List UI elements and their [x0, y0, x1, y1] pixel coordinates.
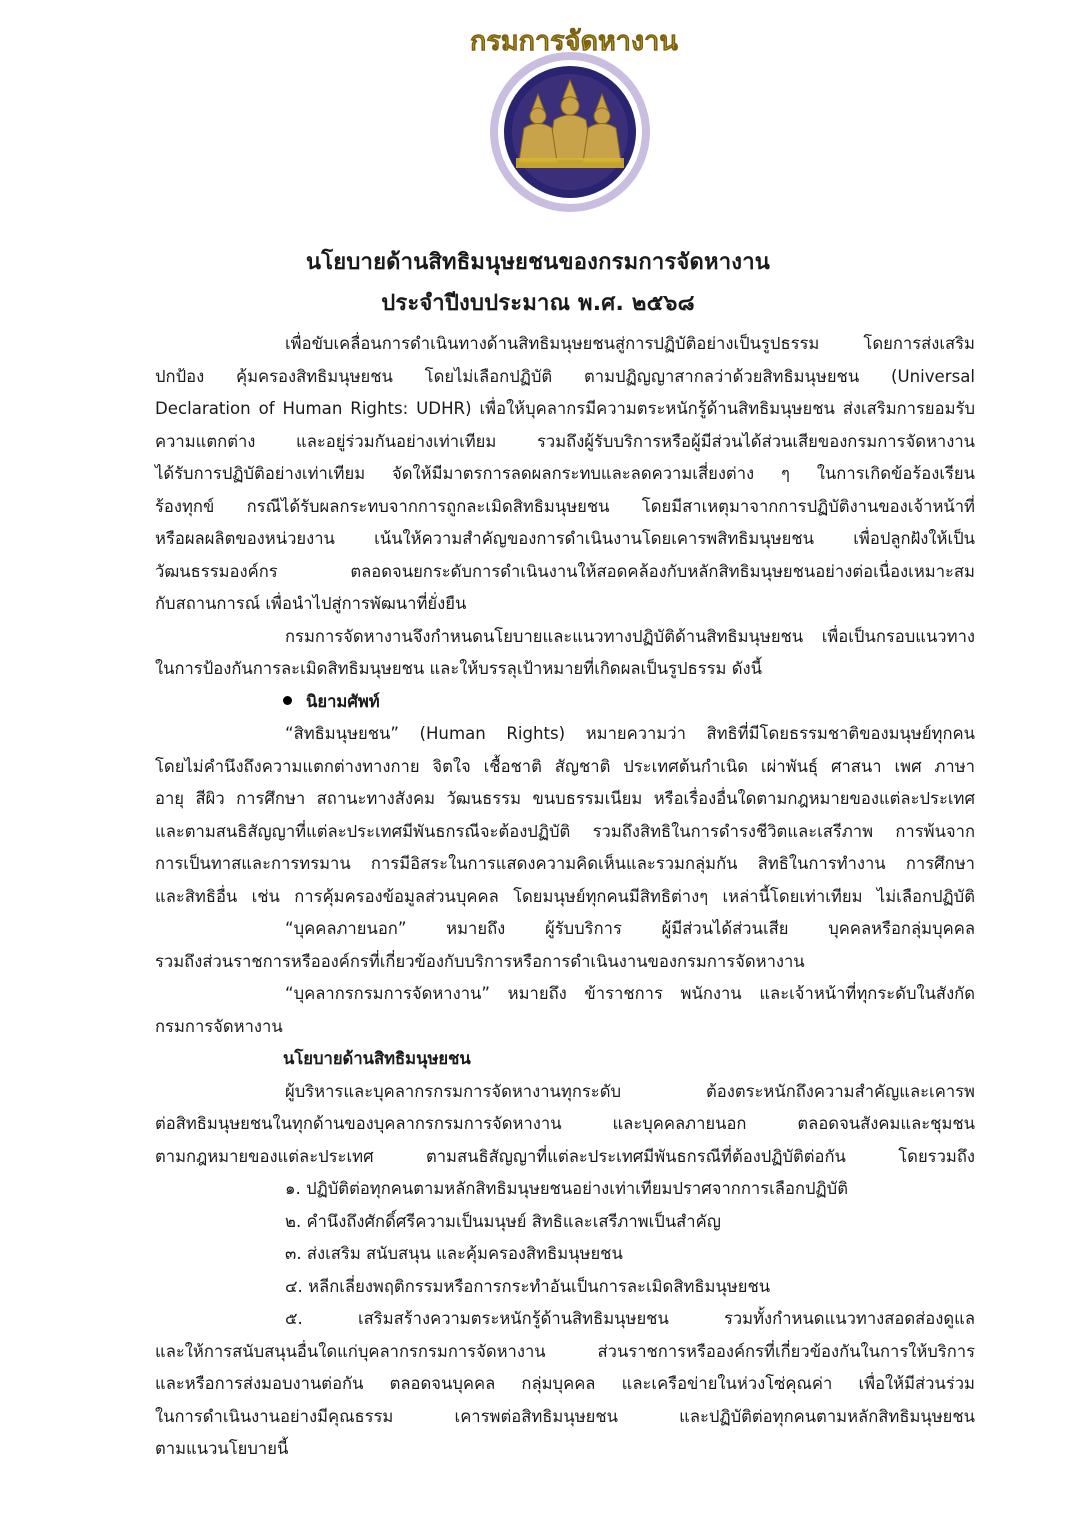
policy-item5-line: ๕. เสริมสร้างความตระหนักรู้ด้านสิทธิมนุษยชน รวมทั้งกำหนดแนวทางสอดส่องดูแล [285, 1309, 975, 1328]
policy-intro-line: ตามกฎหมายของแต่ละประเทศ ตามสนธิสัญญาที่แต่ละประเทศมีพันธกรณีที่ต้องปฏิบัติต่อกัน โดยรวมถึง [155, 1146, 975, 1166]
policy-item: ๒. คำนึงถึงศักดิ์ศรีความเป็นมนุษย์ สิทธิและเสรีภาพเป็นสำคัญ [285, 1211, 721, 1231]
policy-item: ๔. หลีกเลี่ยงพฤติกรรมหรือการกระทำอันเป็นการละเมิดสิทธิมนุษยชน [285, 1276, 771, 1296]
definition-human-rights-line: และสิทธิอื่น เช่น การคุ้มครองข้อมูลส่วนบุคคล โดยมนุษย์ทุกคนมีสิทธิต่างๆ เหล่านี้โดยเท่าเทียม ไม่เลือกปฏิบัติ [155, 886, 975, 906]
intro-line: หรือผลผลิตของหน่วยงาน เน้นให้ความสำคัญของการดำเนินงานโดยเคารพสิทธิมนุษยชน เพื่อปลูกฝังให้เป็น [155, 529, 975, 548]
definition-personnel-line: กรมการจัดหางาน [155, 1016, 283, 1036]
definition-outsiders-line: รวมถึงส่วนราชการหรือองค์กรที่เกี่ยวข้องกับบริการหรือการดำเนินงานของกรมการจัดหางาน [155, 951, 805, 971]
policy-intro-line: ผู้บริหารและบุคลากรกรมการจัดหางานทุกระดับ ต้องตระหนักถึงความสำคัญและเคารพ [285, 1081, 975, 1101]
policy-item5-line: ในการดำเนินงานอย่างมีคุณธรรม เคารพต่อสิทธิมนุษยชน และปฏิบัติต่อทุกคนตามหลักสิทธิมนุษยชน [155, 1406, 975, 1426]
seal-graphic [470, 26, 678, 230]
intro-line: ความแตกต่าง และอยู่ร่วมกันอย่างเท่าเทียม รวมถึงผู้รับบริการหรือผู้มีส่วนได้ส่วนเสียของกรมการจัดหางาน [155, 431, 975, 451]
intro-line: ร้องทุกข์ กรณีได้รับผลกระทบจากการถูกละเมิดสิทธิมนุษยชน โดยมีสาเหตุมาจากการปฏิบัติงานของเจ้าหน้าที่ [155, 496, 975, 516]
definitions-heading [155, 686, 975, 719]
definition-outsiders-line: “บุคคลภายนอก” หมายถึง ผู้รับบริการ ผู้มีส่วนได้ส่วนเสีย บุคคลหรือกลุ่มบุคคล [285, 919, 975, 938]
definition-human-rights-line: อายุ สีผิว การศึกษา สถานะทางสังคม วัฒนธรรม ขนบธรรมเนียม หรือเรื่องอื่นใดตามกฎหมายของแต่ละประเทศ [155, 789, 975, 808]
intro-line: ปกป้อง คุ้มครองสิทธิมนุษยชน โดยไม่เลือกปฏิบัติ ตามปฏิญญาสากลว่าด้วยสิทธิมนุษยชน (Universal [155, 366, 975, 386]
intro-line: เพื่อขับเคลื่อนการดำเนินทางด้านสิทธิมนุษยชนสู่การปฏิบัติอย่างเป็นรูปธรรม โดยการส่งเสริม [285, 334, 975, 353]
definition-human-rights-line: การเป็นทาสและการทรมาน การมีอิสระในการแสดงความคิดเห็นและรวมกลุ่มกัน สิทธิในการทำงาน การศึกษา [155, 854, 975, 873]
intro-line: Declaration of Human Rights: UDHR) เพื่อให้บุคลากรมีความตระหนักรู้ด้านสิทธิมนุษยชน ส่งเสริมการยอมรับ [155, 399, 975, 418]
definition-human-rights-line: โดยไม่คำนึงถึงความแตกต่างทางกาย จิตใจ เชื้อชาติ สัญชาติ ประเทศต้นกำเนิด เผ่าพันธุ์ ศาสนา เพศ ภาษา [155, 756, 975, 776]
intro-line: กับสถานการณ์ เพื่อนำไปสู่การพัฒนาที่ยั่งยืน [155, 594, 467, 613]
policy-item5-line: และหรือการส่งมอบงานต่อกัน ตลอดจนบุคคล กลุ่มบุคคล และเครือข่ายในห่วงโซ่คุณค่า เพื่อให้มีส่วนร่วม [155, 1374, 975, 1393]
department-seal-logo [470, 26, 678, 230]
policy-item5-line: และให้การสนับสนุนอื่นใดแก่บุคลากรกรมการจัดหางาน ส่วนราชการหรือองค์กรที่เกี่ยวข้องกันในการให้บริการ [155, 1341, 975, 1361]
definition-human-rights-line: และตามสนธิสัญญาที่แต่ละประเทศมีพันธกรณีจะต้องปฏิบัติ รวมถึงสิทธิในการดำรงชีวิตและเสรีภาพ การพ้นจาก [155, 821, 975, 841]
intro-line: วัฒนธรรมองค์กร ตลอดจนยกระดับการดำเนินงานให้สอดคล้องกับหลักสิทธิมนุษยชนอย่างต่อเนื่องเหมาะสม [155, 561, 975, 581]
policy-intro-line: ต่อสิทธิมนุษยชนในทุกด้านของบุคลากรกรมการจัดหางาน และบุคคลภายนอก ตลอดจนสังคมและชุมชน [155, 1114, 975, 1133]
document-body [155, 328, 975, 1466]
intro-line: ได้รับการปฏิบัติอย่างเท่าเทียม จัดให้มีมาตรการลดผลกระทบและลดความเสี่ยงต่าง ๆ ในการเกิดข้อร้องเรียน [155, 464, 975, 483]
document-title-line2: ประจำปีงบประมาณ พ.ศ. ๒๕๖๘ [381, 291, 695, 316]
definition-personnel-line: “บุคลากรกรมการจัดหางาน” หมายถึง ข้าราชการ พนักงาน และเจ้าหน้าที่ทุกระดับในสังกัด [285, 984, 975, 1003]
document-title-line1: นโยบายด้านสิทธิมนุษยชนของกรมการจัดหางาน [306, 250, 770, 275]
intro2-line: ในการป้องกันการละเมิดสิทธิมนุษยชน และให้บรรลุเป้าหมายที่เกิดผลเป็นรูปธรรม ดังนี้ [155, 659, 762, 678]
policy-item: ๓. ส่งเสริม สนับสนุน และคุ้มครองสิทธิมนุษยชน [285, 1244, 623, 1263]
seal-name-text: กรมการจัดหางาน [470, 26, 678, 57]
definition-human-rights-line: “สิทธิมนุษยชน” (Human Rights) หมายความว่า สิทธิที่มีโดยธรรมชาติของมนุษย์ทุกคน [285, 724, 975, 743]
bullet-icon [283, 696, 292, 705]
definitions-heading-text: นิยามศัพท์ [306, 691, 380, 711]
policy-item: ๑. ปฏิบัติต่อทุกคนตามหลักสิทธิมนุษยชนอย่างเท่าเทียมปราศจากการเลือกปฏิบัติ [285, 1179, 848, 1198]
policy-item5-line: ตามแนวนโยบายนี้ [155, 1439, 289, 1458]
intro2-line: กรมการจัดหางานจึงกำหนดนโยบายและแนวทางปฏิบัติด้านสิทธิมนุษยชน เพื่อเป็นกรอบแนวทาง [285, 626, 975, 646]
policy-heading: นโยบายด้านสิทธิมนุษยชน [283, 1049, 471, 1068]
